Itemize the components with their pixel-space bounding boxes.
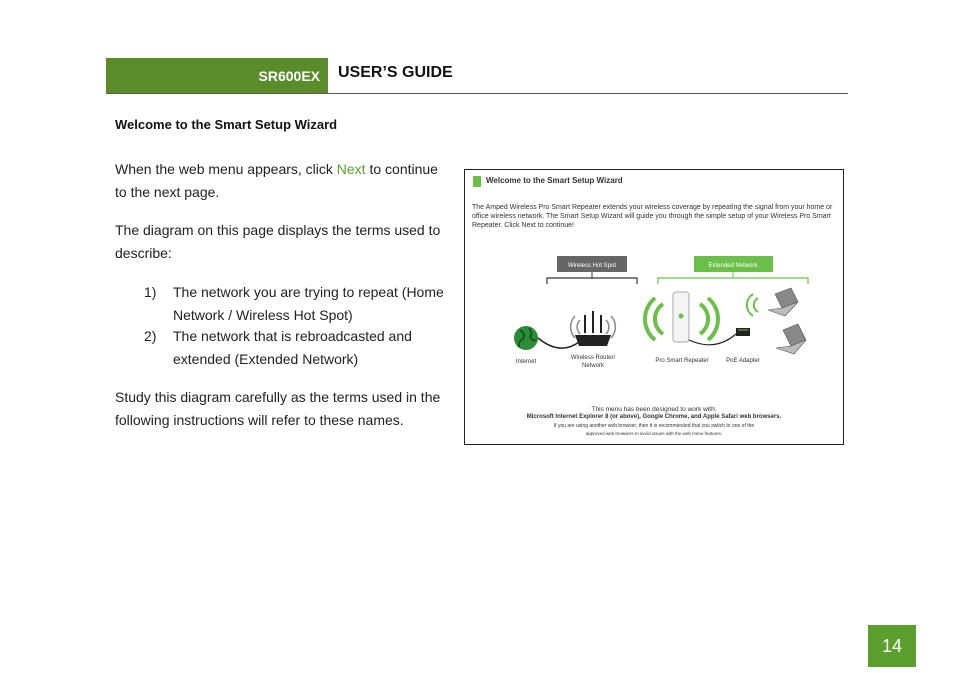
page-number-badge (868, 625, 916, 667)
poe-adapter-icon (736, 328, 750, 336)
router-label-line1: Wireless Router/ (570, 355, 616, 361)
wizard-screenshot (464, 169, 844, 445)
list-number: 2) (144, 328, 157, 344)
wizard-title: Welcome to the Smart Setup Wizard (486, 176, 623, 185)
list-text: The network that is rebroadcasted and extended (Extended Network) (173, 328, 412, 367)
hotspot-bracket (547, 278, 637, 284)
hotspot-label: Wireless Hot Spot (567, 263, 617, 269)
header-model: SR600EX (258, 67, 320, 84)
laptop-icon (776, 324, 806, 354)
extended-label: Extended Network (708, 263, 758, 269)
header-title: USER’S GUIDE (338, 64, 453, 81)
list-number: 1) (144, 284, 157, 300)
list-item (144, 325, 444, 371)
wizard-description: The Amped Wireless Pro Smart Repeater extends your wireless coverage by repeating the signal from your home or office wireless network. The Smart Setup Wizard will guide you through the simple setup of your Wireless Pro Smart Repeater. Click Next to continue! (472, 204, 833, 229)
wizard-footer-line2: Microsoft Internet Explorer 8 (or above), Google Chrome, and Apple Safari web browsers. (526, 414, 782, 420)
list-item (144, 281, 444, 327)
wizard-footer-line4: approved web browsers to avoid issues with the web menu features. (585, 431, 723, 436)
repeater-icon (645, 292, 718, 342)
globe-icon (514, 326, 538, 350)
intro-text-before: When the web menu appears, click (115, 161, 337, 177)
paragraph-study: Study this diagram carefully as the terms used in the following instructions will refer to these names. (115, 389, 441, 428)
page-number: 14 (881, 635, 903, 656)
wizard-footer-line3: If you are using another web browser, then it is recommended that you switch to one of the (553, 423, 755, 429)
header-rule (106, 93, 848, 94)
laptop-icon (747, 288, 798, 316)
paragraph-terms: The diagram on this page displays the terms used to describe: (115, 222, 441, 261)
section-title: Welcome to the Smart Setup Wizard (115, 117, 338, 132)
network-diagram (465, 170, 843, 444)
internet-cable (538, 338, 579, 348)
internet-label: Internet (515, 359, 537, 365)
extended-bracket (658, 278, 808, 284)
list-text: The network you are trying to repeat (Home Network / Wireless Hot Spot) (173, 284, 444, 323)
header-model-badge (106, 58, 328, 93)
repeater-label: Pro Smart Repeater (655, 358, 709, 364)
paragraph-intro (115, 158, 445, 204)
router-label-line2: Network (581, 363, 605, 369)
wizard-footer-line1: This menu has been designed to work with: (591, 406, 717, 413)
next-link: Next (336, 161, 366, 177)
router-icon (571, 311, 616, 346)
poe-label: PoE Adapter (726, 358, 760, 364)
intro-text-after: to continue to the next page. (115, 161, 438, 200)
